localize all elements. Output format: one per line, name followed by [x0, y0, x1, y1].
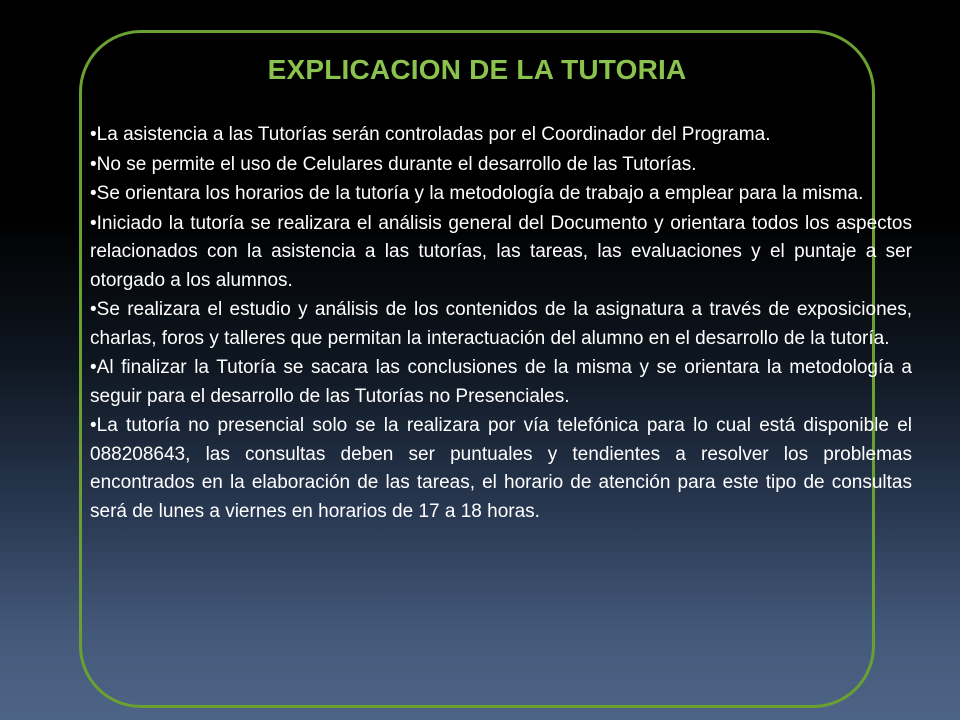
bullet-text: Se realizara el estudio y análisis de los contenidos de la asignatura a través de exposiciones, charlas, foros y talleres que permitan la interactuación del alumno en el desarrollo de la tutoría.: [90, 299, 912, 349]
bullet-marker: •: [90, 153, 97, 175]
bullet-marker: •: [90, 183, 97, 204]
bullet-item: [90, 412, 912, 526]
bullet-item: [90, 121, 912, 150]
bullet-text: La asistencia a las Tutorías serán controladas por el Coordinador del Programa.: [96, 124, 771, 145]
bullet-text: Iniciado la tutoría se realizara el análisis general del Documento y orientara todos los aspectos relacionados con la asistencia a las tutorías, las tareas, las evaluaciones y el puntaje a ser otorgado a los alumnos.: [90, 212, 912, 291]
bullet-item: [90, 210, 912, 296]
bullet-marker: •: [90, 124, 97, 145]
bullet-marker: •: [90, 415, 97, 436]
bullet-text: La tutoría no presencial solo se la realizara por vía telefónica para lo cual está disponible el 088208643, las consultas deben ser puntuales y tendientes a resolver los problemas encontrados en la elaboración de las tareas, el horario de atención para este tipo de consultas será de lunes a viernes en horarios de 17 a 18 horas.: [90, 415, 912, 522]
bullet-item: [90, 296, 912, 353]
bullet-marker: •: [90, 299, 97, 320]
bullet-item: [90, 354, 912, 411]
bullet-list: [90, 121, 912, 527]
bullet-item: [90, 180, 912, 209]
bullet-text: Se orientara los horarios de la tutoría y la metodología de trabajo a emplear para la misma.: [96, 183, 864, 204]
bullet-text: No se permite el uso de Celulares durante el desarrollo de las Tutorías.: [96, 153, 697, 175]
bullet-marker: •: [90, 212, 97, 234]
bullet-item: [90, 151, 912, 180]
slide-title: EXPLICACION DE LA TUTORIA: [267, 54, 687, 85]
bullet-marker: •: [90, 357, 97, 378]
bullet-text: Al finalizar la Tutoría se sacara las conclusiones de la misma y se orientara la metodología a seguir para el desarrollo de las Tutorías no Presenciales.: [90, 357, 912, 407]
